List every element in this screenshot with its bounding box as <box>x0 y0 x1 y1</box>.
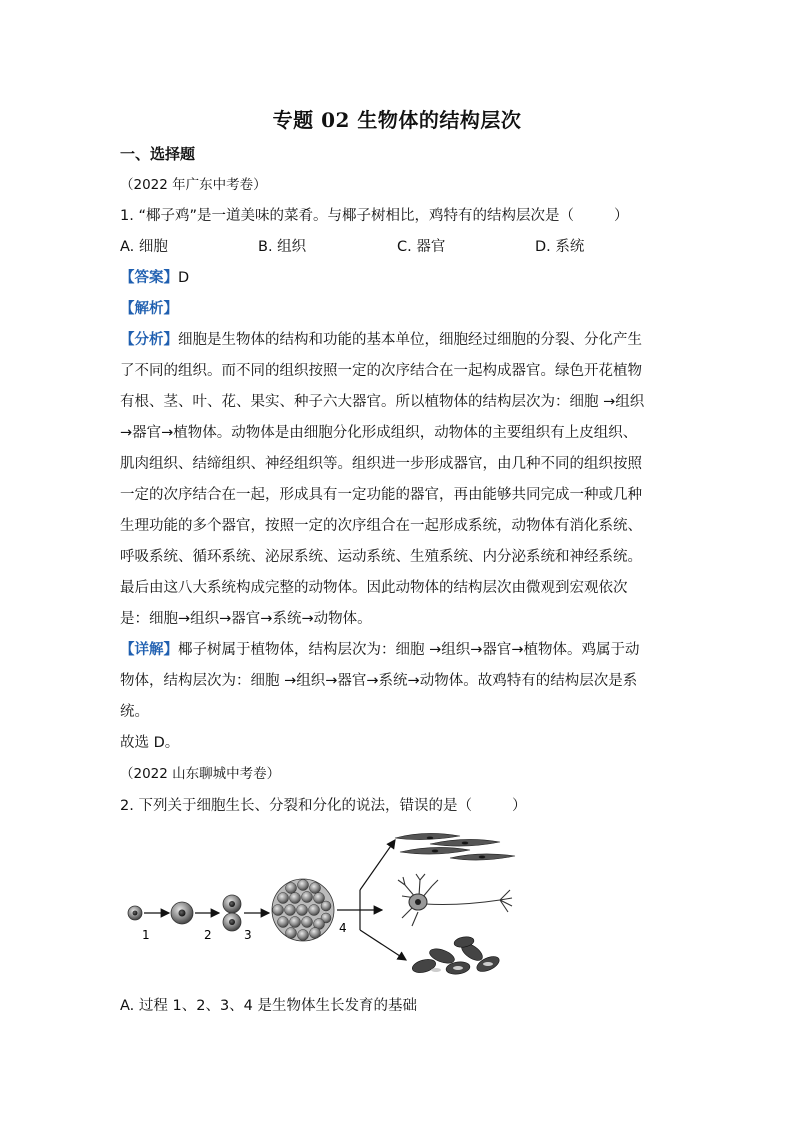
grown-cell <box>171 902 193 924</box>
analysis-line: →器官→植物体。动物体是由细胞分化形成组织，动物体的主要组织有上皮组织、 <box>120 425 638 441</box>
analysis-line: 了不同的组织。而不同的组织按照一定的次序结合在一起构成器官。绿色开花植物 <box>120 363 642 379</box>
analysis-line: 肌肉组织、结缔组织、神经组织等。组织进一步形成器官，由几种不同的组织按照 <box>120 456 642 472</box>
detail-text: 椰子树属于植物体，结构层次为：细胞 →组织→器官→植物体。鸡属于动 <box>178 642 640 658</box>
q2-stem <box>120 796 526 816</box>
figure-label-4: 4 <box>339 921 347 935</box>
analysis-text: 细胞是生物体的结构和功能的基本单位，细胞经过细胞的分裂、分化产生 <box>178 332 642 348</box>
analysis-line: 生理功能的多个器官，按照一定的次序组合在一起形成系统，动物体有消化系统、 <box>120 518 642 534</box>
detail-line: 统。 <box>120 704 149 720</box>
blood-cells <box>411 935 502 975</box>
figure-label-2: 2 <box>204 928 212 942</box>
analysis-line: 最后由这八大系统构成完整的动物体。因此动物体的结构层次由微观到宏观依次 <box>120 580 628 596</box>
single-cell <box>128 906 142 920</box>
figure-label-3: 3 <box>244 928 252 942</box>
arrow-to-muscle <box>360 840 395 890</box>
q2-option-a: A. 过程 1、2、3、4 是生物体生长发育的基础 <box>120 998 418 1014</box>
figure-label-1: 1 <box>142 928 150 942</box>
q2-stem-text: 2. 下列关于细胞生长、分裂和分化的说法，错误的是（ <box>120 798 472 814</box>
q2-source: （2022 山东聊城中考卷） <box>120 766 281 782</box>
q1-option-c: C. 器官 <box>397 239 446 255</box>
q2-stem-end: ） <box>511 798 527 814</box>
answer-value: D <box>178 270 190 286</box>
q1-conclusion: 故选 D。 <box>120 735 180 751</box>
muscle-tissue <box>395 833 515 860</box>
divided-cells <box>223 895 241 931</box>
analysis-line: 一定的次序结合在一起，形成具有一定功能的器官，再由能够共同完成一种或几种 <box>120 487 642 503</box>
neuron <box>398 874 512 926</box>
section-heading: 一、选择题 <box>120 145 196 163</box>
page-title: 专题 02 生物体的结构层次 <box>272 108 522 132</box>
detail-tag: 【详解】 <box>120 642 178 658</box>
analysis-line: 有根、茎、叶、花、果实、种子六大器官。所以植物体的结构层次为：细胞 →组织 <box>120 394 645 410</box>
q1-stem <box>120 206 628 226</box>
q1-option-a: A. 细胞 <box>120 239 168 255</box>
detail-line: 物体，结构层次为：细胞 →组织→器官→系统→动物体。故鸡特有的结构层次是系 <box>120 673 638 689</box>
q1-option-d: D. 系统 <box>535 239 585 255</box>
q1-analysis-heading <box>120 299 178 319</box>
q1-option-b: B. 组织 <box>258 239 307 255</box>
q1-source: （2022 年广东中考卷） <box>120 177 267 193</box>
detail-line <box>120 640 640 660</box>
cell-development-figure <box>120 830 540 980</box>
answer-tag: 【答案】 <box>120 270 178 286</box>
q1-answer <box>120 268 189 288</box>
analysis-line <box>120 330 642 350</box>
analysis-line: 是：细胞→组织→器官→系统→动物体。 <box>120 611 372 627</box>
analysis-tag: 【解析】 <box>120 301 178 317</box>
cell-cluster <box>272 879 334 941</box>
fenxi-tag: 【分析】 <box>120 332 178 348</box>
q1-stem-text: 1. “椰子鸡”是一道美味的菜肴。与椰子树相比，鸡特有的结构层次是（ <box>120 208 574 224</box>
analysis-line: 呼吸系统、循环系统、泌尿系统、运动系统、生殖系统、内分泌系统和神经系统。 <box>120 549 642 565</box>
q1-stem-end: ） <box>613 208 629 224</box>
arrow-to-blood <box>360 930 406 960</box>
